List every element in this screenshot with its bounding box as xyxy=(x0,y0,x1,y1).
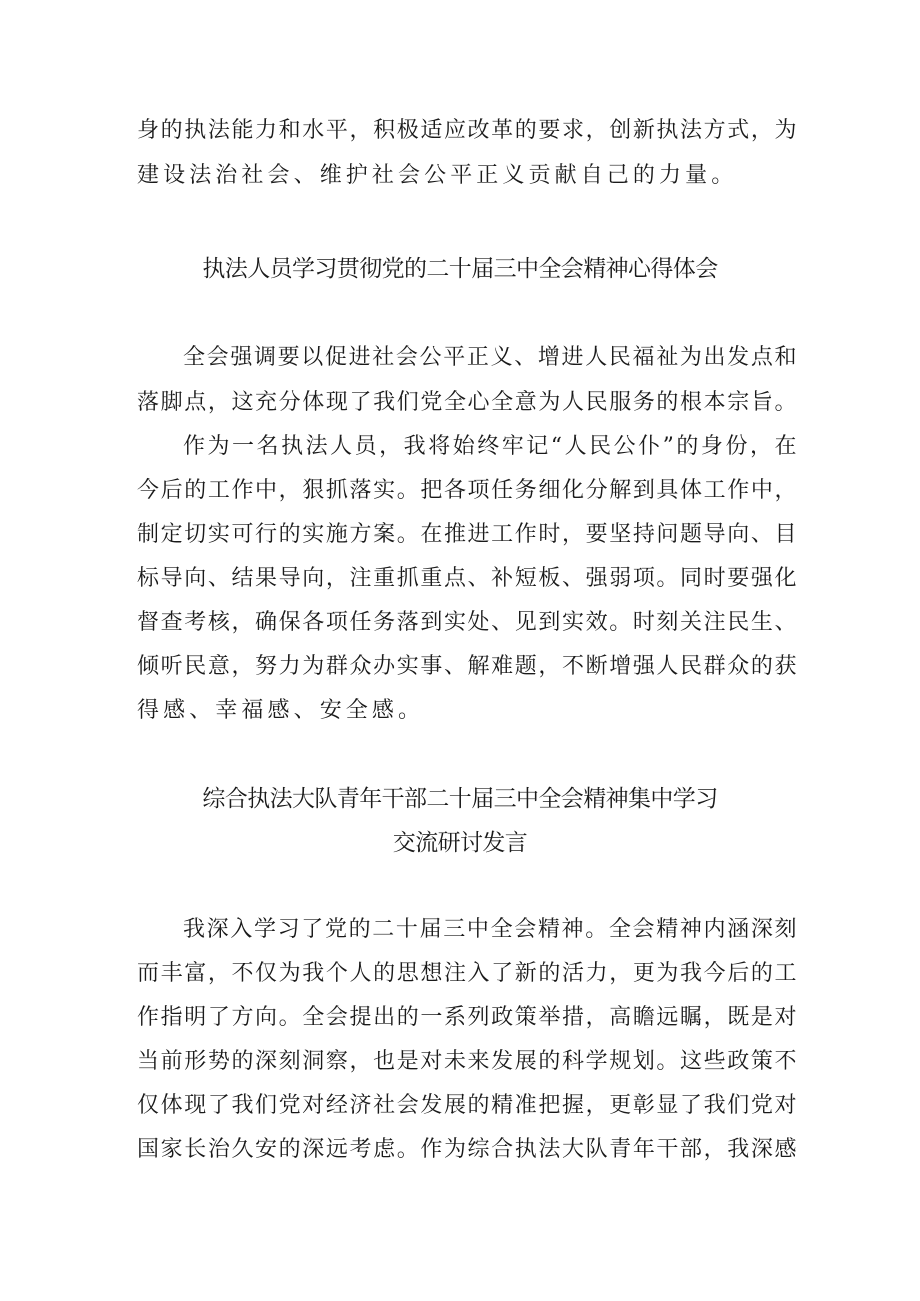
body-text-line: 全会强调要以促进社会公平正义、增进人民福祉为出发点和 xyxy=(183,345,797,370)
body-text-line: 得感、幸福感、安全感。 xyxy=(137,698,425,723)
body-text-line: 建设法治社会、维护社会公平正义贡献自己的力量。 xyxy=(137,163,738,188)
body-text-line: 标导向、结果导向，注重抓重点、补短板、强弱项。同时要强化 xyxy=(137,566,797,591)
section-title-line-1: 综合执法大队青年干部二十届三中全会精神集中学习 xyxy=(202,786,718,812)
body-text-line: 作指明了方向。全会提出的一系列政策举措，高瞻远瞩，既是对 xyxy=(137,1005,797,1030)
body-text-line: 身的执法能力和水平，积极适应改革的要求，创新执法方式，为 xyxy=(137,118,797,143)
body-text-line: 国家长治久安的深远考虑。作为综合执法大队青年干部，我深感 xyxy=(137,1137,797,1162)
section-title: 执法人员学习贯彻党的二十届三中全会精神心得体会 xyxy=(202,256,718,282)
body-text-line: 督查考核，确保各项任务落到实处、见到实效。时刻关注民生、 xyxy=(137,610,797,635)
section-title-line-2: 交流研讨发言 xyxy=(392,830,528,856)
body-text-line: 而丰富，不仅为我个人的思想注入了新的活力，更为我今后的工 xyxy=(137,961,797,986)
body-text-line: 倾听民意，努力为群众办实事、解难题，不断增强人民群众的获 xyxy=(137,654,797,679)
body-text-line: 落脚点，这充分体现了我们党全心全意为人民服务的根本宗旨。 xyxy=(137,390,797,415)
body-text-line: 今后的工作中，狠抓落实。把各项任务细化分解到具体工作中， xyxy=(137,478,797,503)
body-text-line: 我深入学习了党的二十届三中全会精神。全会精神内涵深刻 xyxy=(183,917,797,942)
body-text-line: 制定切实可行的实施方案。在推进工作时，要坚持问题导向、目 xyxy=(137,522,797,547)
body-text-line: 当前形势的深刻洞察，也是对未来发展的科学规划。这些政策不 xyxy=(137,1049,797,1074)
body-text-line: 作为一名执法人员，我将始终牢记“人民公仆”的身份，在 xyxy=(183,434,797,459)
body-text-line: 仅体现了我们党对经济社会发展的精准把握，更彰显了我们党对 xyxy=(137,1093,797,1118)
